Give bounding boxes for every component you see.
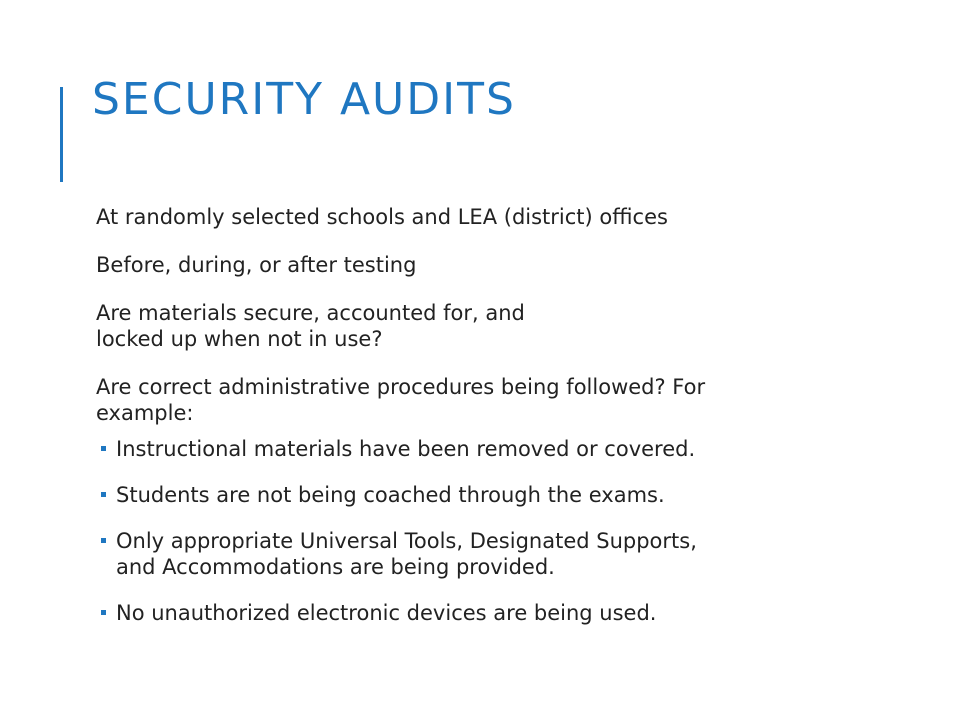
list-item [96,482,856,508]
bullet-audit-timing: Before, during, or after testing [96,253,417,277]
bullet-audit-locations: At randomly selected schools and LEA (district) offices [96,205,668,229]
list-item-text: Students are not being coached through the exams. [116,483,665,507]
list-item-text: Instructional materials have been removed or covered. [116,437,696,461]
square-bullet-icon [101,610,106,615]
procedure-examples-list [96,436,856,626]
square-bullet-icon [101,538,106,543]
bullet-materials-secure-line1: Are materials secure, accounted for, and [96,301,525,325]
bullet-materials-secure [96,300,856,352]
list-item-text: No unauthorized electronic devices are being used. [116,601,657,625]
bullet-procedures-line1: Are correct administrative procedures being followed? For [96,375,706,399]
slide-content [96,204,856,646]
list-item [96,436,856,462]
square-bullet-icon [101,492,106,497]
bullet-procedures-followed [96,374,856,426]
title-accent-bar [60,87,63,182]
slide-title: SECURITY AUDITS [92,74,516,125]
bullet-materials-secure-line2: locked up when not in use? [96,327,383,351]
bullet-procedures-line2: example: [96,401,194,425]
square-bullet-icon [101,446,106,451]
list-item-text-continued: and Accommodations are being provided. [116,555,555,579]
list-item [96,528,856,580]
list-item-text: Only appropriate Universal Tools, Designated Supports, [116,529,697,553]
list-item [96,600,856,626]
